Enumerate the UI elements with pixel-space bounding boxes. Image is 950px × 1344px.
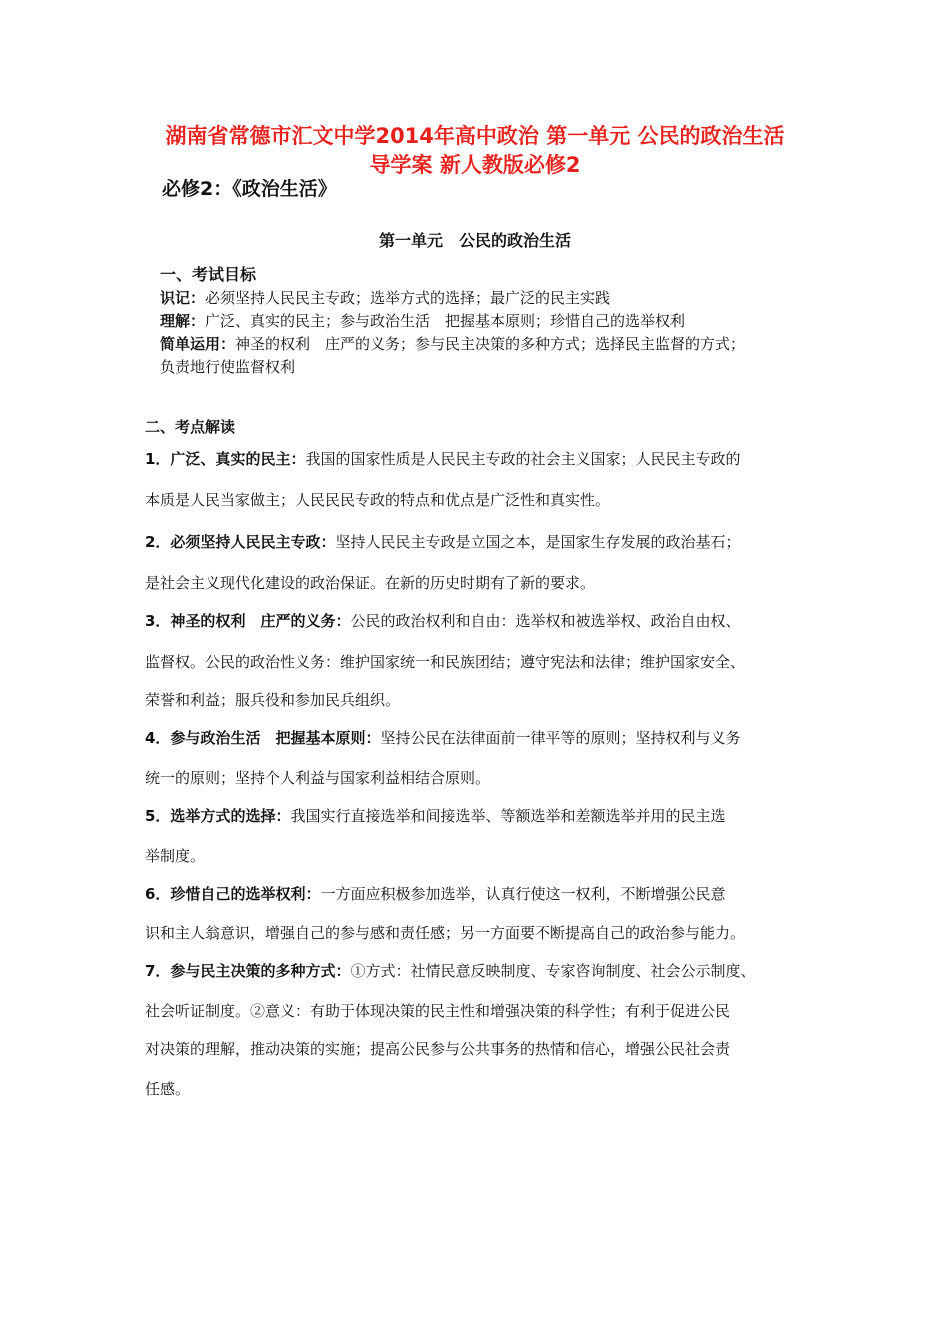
point-text: 是社会主义现代化建设的政治保证。在新的历史时期有了新的要求。	[145, 574, 596, 592]
goal-line	[160, 287, 840, 310]
goal-text: 广泛、真实的民主；参与政治生活 把握基本原则；珍惜自己的选举权利	[205, 312, 686, 330]
point-line	[145, 448, 740, 469]
subject-heading: 必修2：《政治生活》	[162, 178, 337, 200]
point-line	[145, 767, 490, 788]
goal-label: 识记：	[160, 289, 206, 307]
document-title-line1: 湖南省常德市汇文中学2014年高中政治 第一单元 公民的政治生活	[165, 124, 785, 148]
point-label: 7．参与民主决策的多种方式：	[145, 962, 351, 980]
point-line	[145, 883, 725, 904]
point-line	[145, 489, 610, 510]
point-line	[145, 1078, 190, 1099]
point-line	[145, 610, 740, 631]
point-line	[145, 1038, 730, 1059]
point-text: 坚持公民在法律面前一律平等的原则；坚持权利与义务	[380, 729, 741, 747]
point-text: 举制度。	[145, 847, 206, 865]
point-text: 任感。	[145, 1080, 191, 1098]
goal-label: 简单运用：	[160, 335, 236, 353]
goal-label: 理解：	[160, 312, 206, 330]
point-label: 5．选举方式的选择：	[145, 807, 291, 825]
point-line	[145, 1000, 730, 1021]
point-line	[145, 572, 595, 593]
point-text: 一方面应积极参加选举，认真行使这一权利，不断增强公民意	[320, 885, 726, 903]
point-label: 1．广泛、真实的民主：	[145, 450, 306, 468]
point-text: ①方式：社情民意反映制度、专家咨询制度、社会公示制度、	[350, 962, 756, 980]
point-line	[145, 845, 205, 866]
goal-line	[160, 356, 840, 379]
point-text: 识和主人翁意识，增强自己的参与感和责任感；另一方面要不断提高自己的政治参与能力。	[145, 924, 746, 942]
point-line	[145, 805, 725, 826]
point-line	[145, 689, 400, 710]
point-label: 3．神圣的权利 庄严的义务：	[145, 612, 351, 630]
point-text: 对决策的理解，推动决策的实施；提高公民参与公共事务的热情和信心，增强公民社会责	[145, 1040, 731, 1058]
point-line	[145, 960, 755, 981]
point-text: 坚持人民民主专政是立国之本，是国家生存发展的政治基石；	[335, 533, 741, 551]
section1-title: 一、考试目标	[160, 265, 257, 284]
point-text: 我国的国家性质是人民民主专政的社会主义国家；人民民主专政的	[305, 450, 741, 468]
point-label: 2．必须坚持人民民主专政：	[145, 533, 336, 551]
goal-text: 必须坚持人民民主专政；选举方式的选择；最广泛的民主实践	[205, 289, 611, 307]
point-label: 4．参与政治生活 把握基本原则：	[145, 729, 381, 747]
section2-title: 二、考点解读	[145, 418, 236, 436]
point-text: 统一的原则；坚持个人利益与国家利益相结合原则。	[145, 769, 491, 787]
exam-goals	[160, 287, 840, 379]
point-text: 公民的政治权利和自由：选举权和被选举权、政治自由权、	[350, 612, 741, 630]
point-text: 监督权。公民的政治性义务：维护国家统一和民族团结；遵守宪法和法律；维护国家安全、	[145, 653, 746, 671]
goal-line	[160, 333, 840, 356]
unit-heading: 第一单元 公民的政治生活	[378, 231, 571, 250]
goal-text: 负责地行使监督权利	[160, 358, 296, 376]
document-title-line2: 导学案 新人教版必修2	[369, 153, 581, 177]
point-line	[145, 651, 745, 672]
point-text: 本质是人民当家做主；人民民民专政的特点和优点是广泛性和真实性。	[145, 491, 611, 509]
point-text: 我国实行直接选举和间接选举、等额选举和差额选举并用的民主选	[290, 807, 726, 825]
point-label: 6．珍惜自己的选举权利：	[145, 885, 321, 903]
point-line	[145, 727, 740, 748]
goal-text: 神圣的权利 庄严的义务；参与民主决策的多种方式；选择民主监督的方式；	[235, 335, 746, 353]
point-text: 荣誉和利益；服兵役和参加民兵组织。	[145, 691, 401, 709]
point-line	[145, 531, 740, 552]
point-text: 社会听证制度。②意义：有助于体现决策的民主性和增强决策的科学性；有利于促进公民	[145, 1002, 731, 1020]
goal-line	[160, 310, 840, 333]
point-line	[145, 922, 745, 943]
